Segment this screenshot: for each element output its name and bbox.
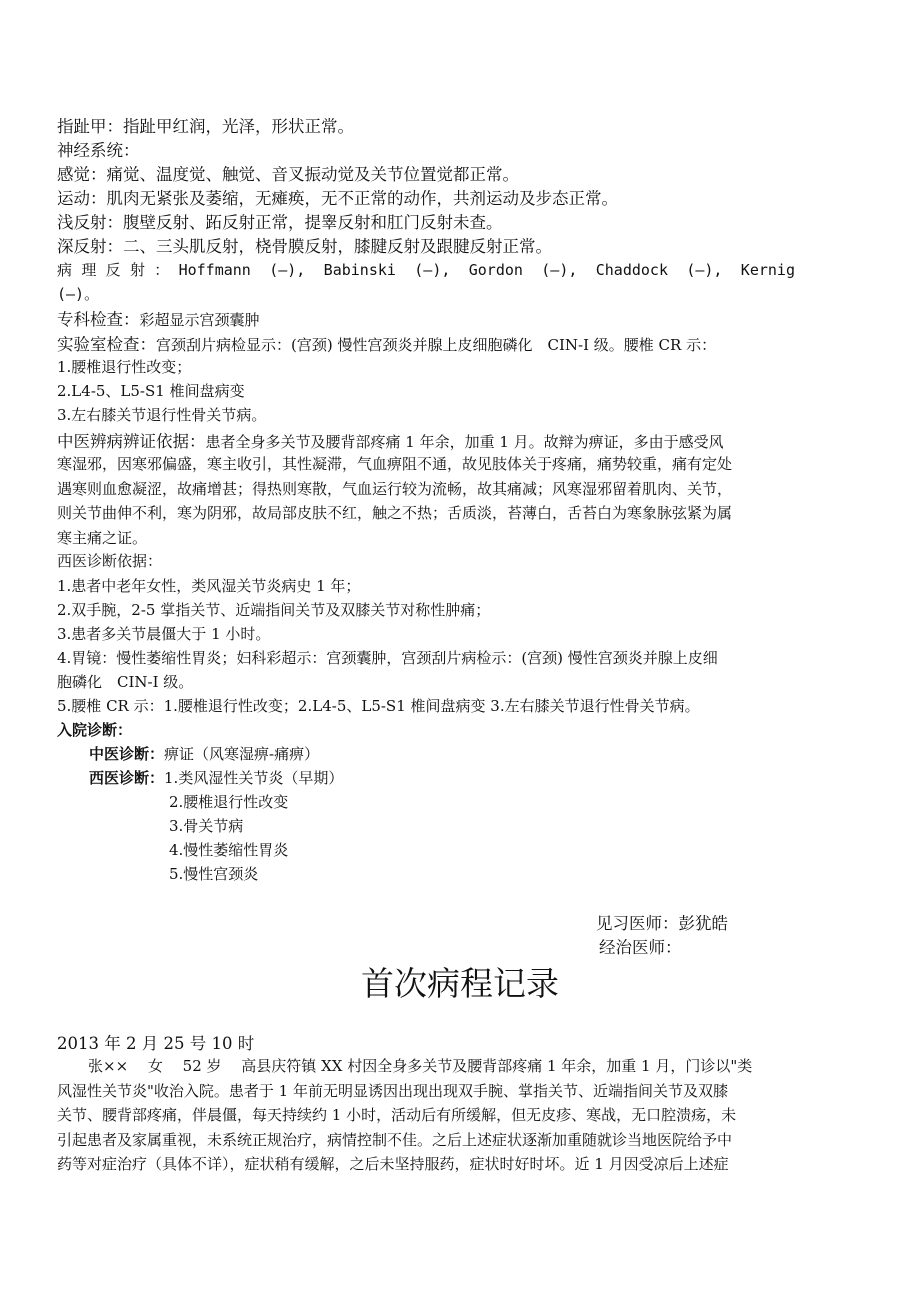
neuro-heading: 神经系统： xyxy=(57,141,140,160)
tcm-diagnosis-line xyxy=(89,743,319,764)
western-basis-heading: 西医诊断依据： xyxy=(57,552,163,570)
lab-item: 3.左右膝关节退行性骨关节病。 xyxy=(57,406,267,424)
tcm-basis-line-4: 则关节曲伸不利，寒为阴邪，故局部皮肤不红，触之不热；舌质淡，苔薄白，舌苔白为寒象脉弦紧为属 xyxy=(57,504,733,522)
lab-exam-value: 宫颈刮片病检显示：(宫颈) 慢性宫颈炎并腺上皮细胞磷化 CIN-I 级。腰椎 CR 示： xyxy=(156,336,717,354)
progress-datetime: 2013 年 2 月 25 号 10 时 xyxy=(57,1034,255,1053)
tcm-basis-line-1 xyxy=(57,428,724,452)
admission-diagnosis-heading: 入院诊断： xyxy=(57,721,133,739)
tcm-diagnosis-value: 痹证（风寒湿痹-痛痹） xyxy=(164,745,320,763)
specialty-exam-line xyxy=(57,306,260,330)
superficial-reflex-line: 浅反射：腹壁反射、跖反射正常，提睾反射和肛门反射未查。 xyxy=(57,213,503,232)
west-diagnosis-item: 4.慢性萎缩性胃炎 xyxy=(169,841,289,859)
west-diagnosis-label: 西医诊断： xyxy=(89,769,165,787)
pathological-reflex-line-2: (—)。 xyxy=(57,285,100,303)
west-diagnosis-item: 5.慢性宫颈炎 xyxy=(169,865,259,883)
motor-line: 运动：肌肉无紧张及萎缩，无瘫痪，无不正常的动作，共剂运动及步态正常。 xyxy=(57,189,618,208)
specialty-exam-label: 专科检查： xyxy=(57,310,140,329)
lab-item: 2.L4-5、L5-S1 椎间盘病变 xyxy=(57,382,245,400)
progress-line: 风湿性关节炎"收治入院。患者于 1 年前无明显诱因出现出现双手腕、掌指关节、近端指间关节及双膝 xyxy=(57,1082,728,1100)
lab-exam-line xyxy=(57,331,716,355)
intern-signature: 见习医师：彭犹皓 xyxy=(596,914,728,933)
tcm-basis-line-5: 寒主痛之证。 xyxy=(57,529,148,547)
west-diagnosis-item: 2.腰椎退行性改变 xyxy=(169,793,289,811)
western-basis-item: 4.胃镜：慢性萎缩性胃炎；妇科彩超示：宫颈囊肿，宫颈刮片病检示：(宫颈) 慢性宫颈炎并腺上皮细 xyxy=(57,649,718,667)
progress-line: 引起患者及家属重视，未系统正规治疗，病情控制不佳。之后上述症状逐渐加重随就诊当地医院给予中 xyxy=(57,1131,733,1149)
deep-reflex-line: 深反射：二、三头肌反射，桡骨膜反射，膝腱反射及跟腱反射正常。 xyxy=(57,237,552,256)
western-basis-item: 1.患者中老年女性，类风湿关节炎病史 1 年； xyxy=(57,577,361,595)
progress-line: 关节、腰背部疼痛，伴晨僵，每天持续约 1 小时，活动后有所缓解，但无皮疹、寒战，无口腔溃疡，未 xyxy=(57,1106,737,1124)
sensation-line: 感觉：痛觉、温度觉、触觉、音叉振动觉及关节位置觉都正常。 xyxy=(57,165,519,184)
western-basis-item: 2.双手腕，2-5 掌指关节、近端指间关节及双膝关节对称性肿痛； xyxy=(57,601,491,619)
west-diagnosis-line xyxy=(89,767,343,788)
lab-exam-label: 实验室检查： xyxy=(57,335,156,354)
tcm-basis-line-3: 遇寒则血愈凝涩，故痛增甚；得热则寒散，气血运行较为流畅，故其痛减；风寒湿邪留着肌肉、关节， xyxy=(57,480,733,498)
pathological-reflex-line-1: 病理反射：Hoffmann (—), Babinski (—), Gordon (—), Chaddock (—), Kernig xyxy=(57,261,795,279)
western-basis-item: 胞磷化 CIN-I 级。 xyxy=(57,673,194,691)
tcm-basis-text: 患者全身多关节及腰背部疼痛 1 年余，加重 1 月。故辩为痹证，多由于感受风 xyxy=(205,433,724,451)
specialty-exam-value: 彩超显示宫颈囊肿 xyxy=(139,311,260,329)
nails-line: 指趾甲：指趾甲红润，光泽，形状正常。 xyxy=(57,117,354,136)
attending-signature: 经治医师： xyxy=(599,938,682,957)
west-diagnosis-item: 1.类风湿性关节炎（早期） xyxy=(164,769,344,787)
lab-item: 1.腰椎退行性改变； xyxy=(57,358,192,376)
western-basis-item: 5.腰椎 CR 示：1.腰椎退行性改变；2.L4-5、L5-S1 椎间盘病变 3.左右膝关节退行性骨关节病。 xyxy=(57,697,700,715)
west-diagnosis-item: 3.骨关节病 xyxy=(169,817,244,835)
progress-title: 首次病程记录 xyxy=(361,964,559,1003)
tcm-diagnosis-label: 中医诊断： xyxy=(89,745,165,763)
progress-line: 药等对症治疗（具体不详），症状稍有缓解，之后未坚持服药，症状时好时坏。近 1 月因受凉后上述症 xyxy=(57,1155,729,1173)
tcm-basis-label: 中医辨病辨证依据： xyxy=(57,432,206,451)
tcm-basis-line-2: 寒湿邪，因寒邪偏盛，寒主收引，其性凝滞，气血痹阻不通，故见肢体关于疼痛，痛势较重，痛有定处 xyxy=(57,455,733,473)
western-basis-item: 3.患者多关节晨僵大于 1 小时。 xyxy=(57,625,271,643)
progress-line: 张×× 女 52 岁 高县庆符镇 XX 村因全身多关节及腰背部疼痛 1 年余，加重 1 月，门诊以"类 xyxy=(88,1057,753,1075)
